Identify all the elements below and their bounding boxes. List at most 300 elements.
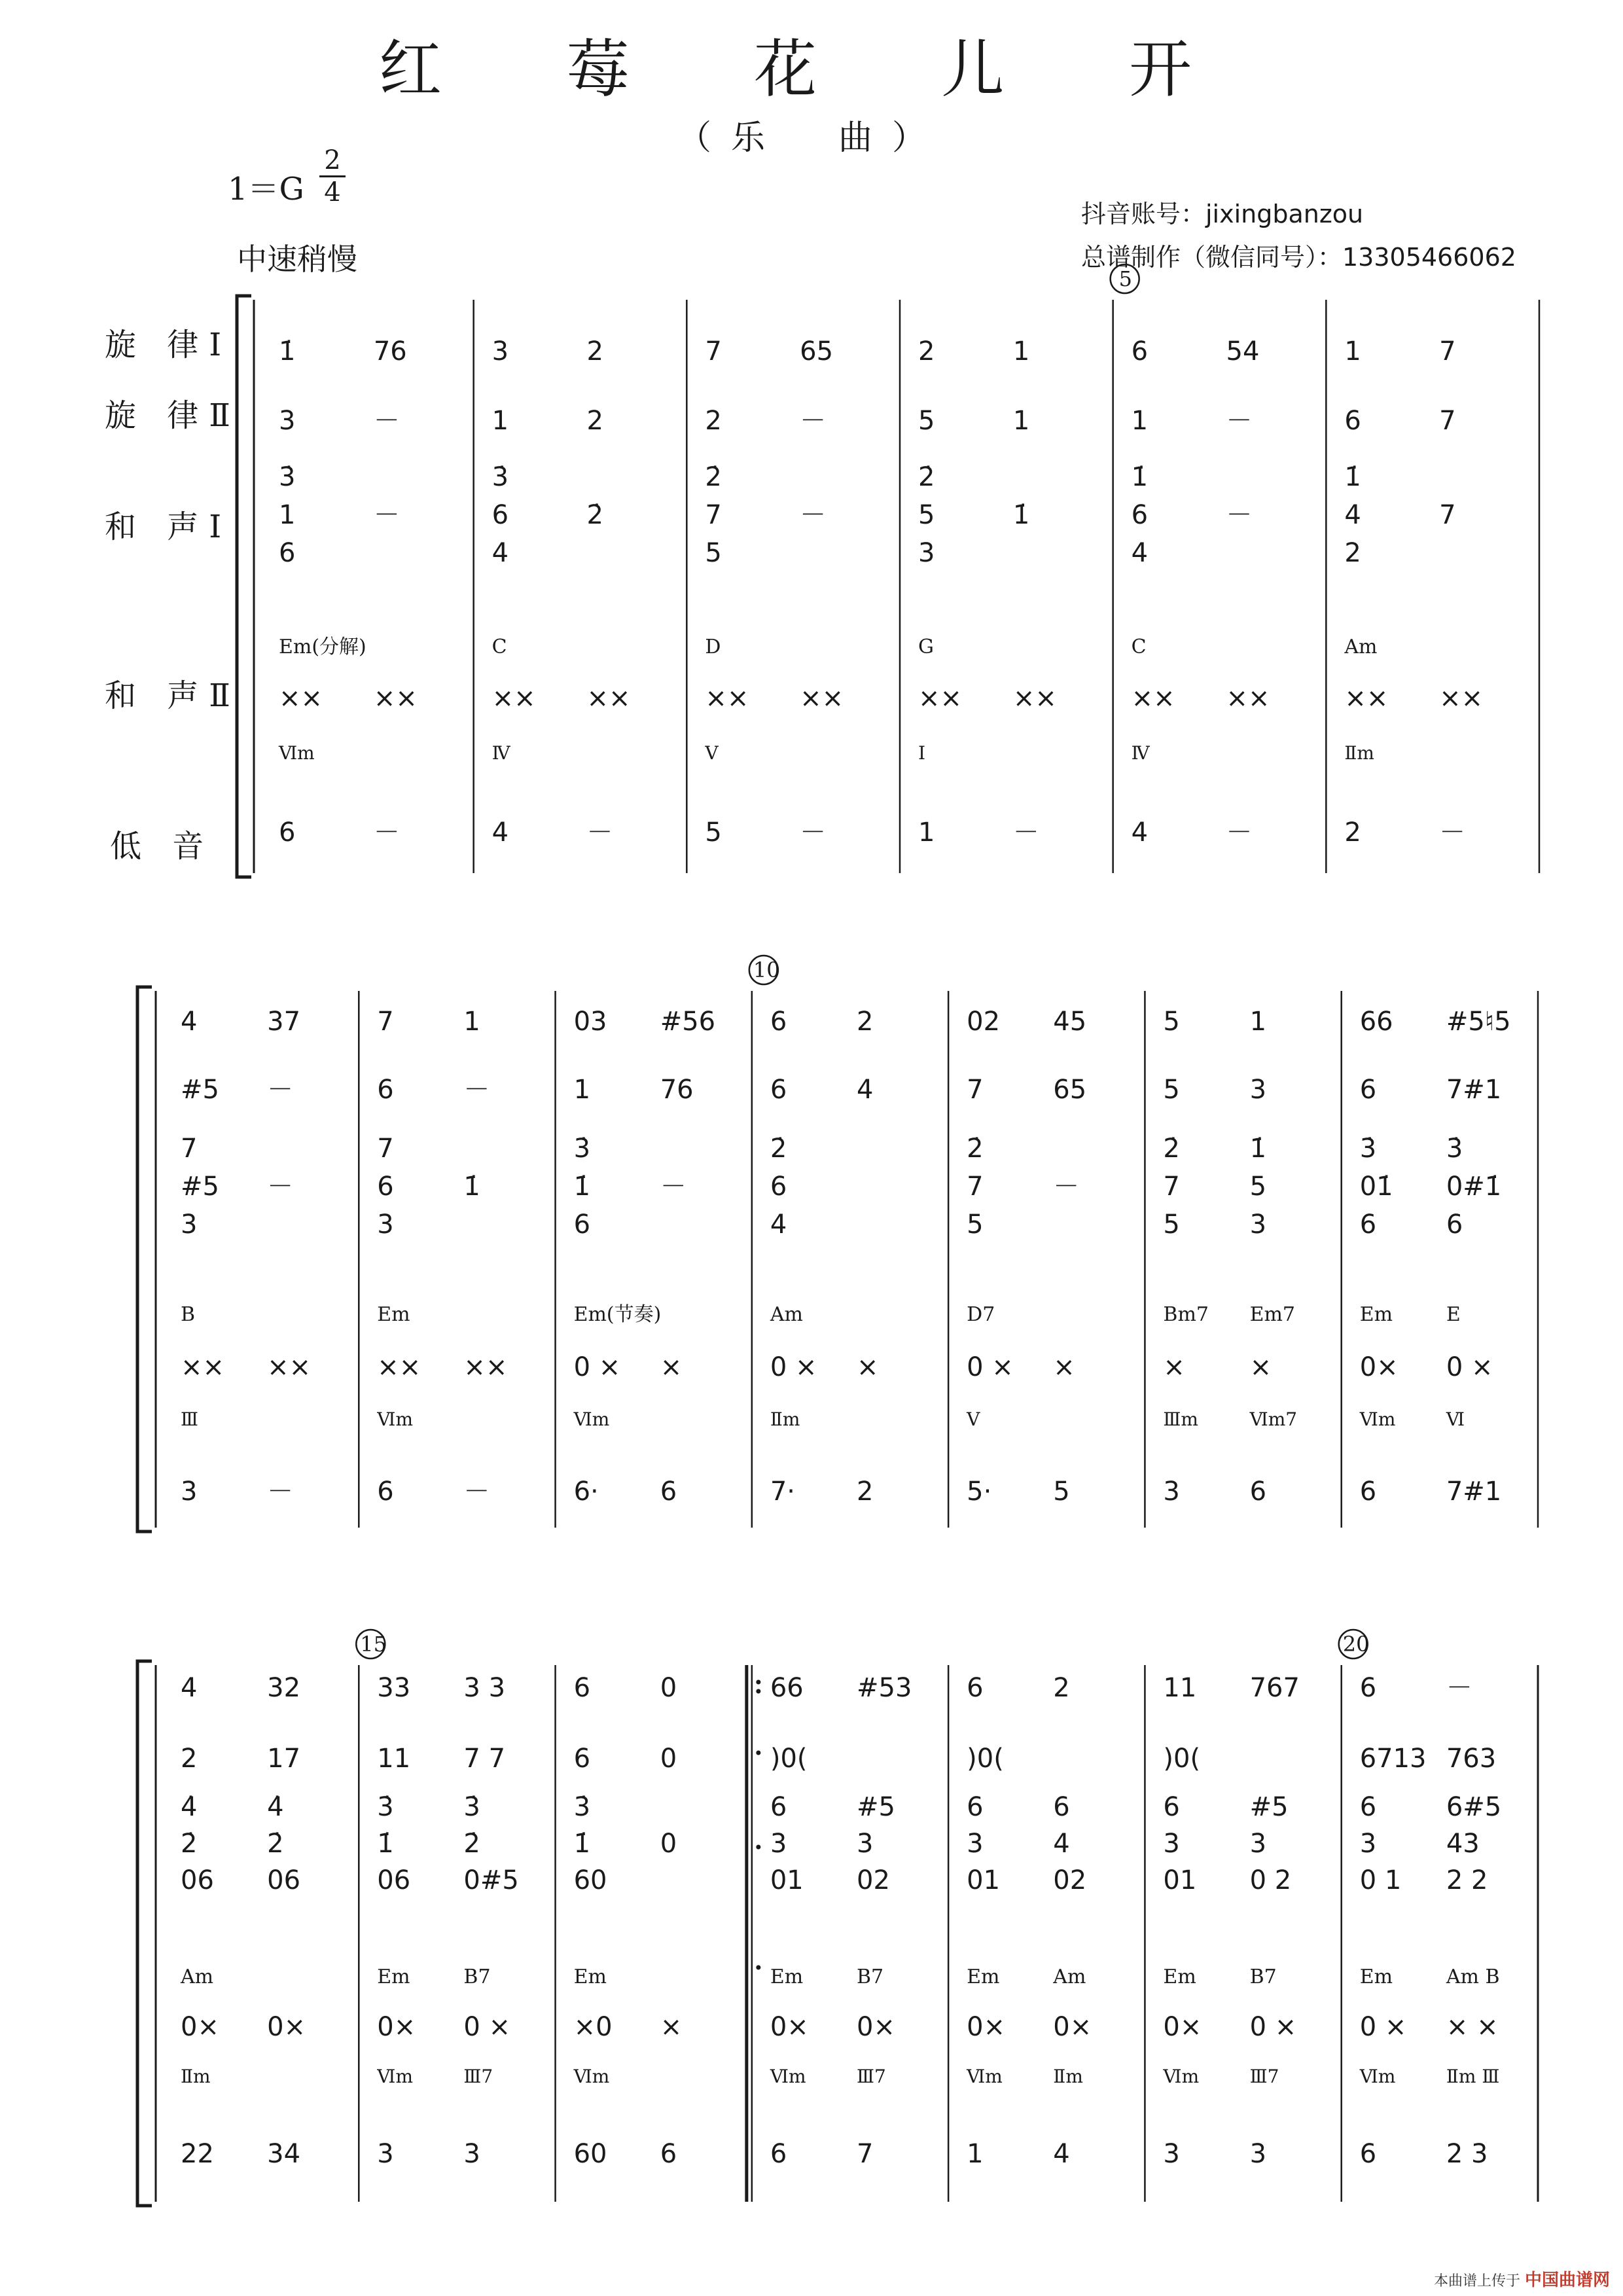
system-bracket xyxy=(137,1661,152,2206)
melody-2-note: 2 xyxy=(181,1744,198,1774)
chord-name: G xyxy=(918,636,934,658)
harmony-1-note: 1̇ xyxy=(1249,1134,1267,1164)
harmony-1-note: 2̇ xyxy=(770,1134,787,1164)
melody-1-note: 7 xyxy=(377,1007,394,1037)
melody-1-note: － xyxy=(1446,1673,1472,1703)
harmony-1-note: 2̇ xyxy=(267,1829,284,1859)
measure-number: 5 xyxy=(1118,266,1133,291)
melody-2-note: 763 xyxy=(1446,1744,1497,1774)
bass-note: 1 xyxy=(967,2139,984,2169)
harmony-1-note: 3 xyxy=(181,1210,198,1240)
harmony-2-pattern: × xyxy=(660,1352,683,1382)
bass-note: － xyxy=(267,1477,294,1507)
bass-note: 6 xyxy=(377,1477,394,1507)
harmony-1-note: 6 xyxy=(967,1792,984,1822)
measure-number: 10 xyxy=(753,958,780,982)
harmony-1-note: 1̇ xyxy=(1344,462,1361,492)
melody-1-note: 11 xyxy=(1163,1673,1197,1703)
melody-1-note: 32 xyxy=(267,1673,301,1703)
harmony-1-note: － xyxy=(1053,1172,1080,1202)
bass-note: 6· xyxy=(573,1477,599,1507)
harmony-1-note: 6 xyxy=(1446,1210,1463,1240)
roman-numeral: Ⅲ7 xyxy=(463,2066,493,2087)
harmony-1-note: 4̇ xyxy=(267,1792,284,1822)
harmony-1-note: 3 xyxy=(918,538,935,568)
chord-name: Em xyxy=(1359,1303,1393,1326)
bass-note: － xyxy=(1012,817,1039,848)
part-label-harmony-2: 和 声Ⅱ xyxy=(105,677,241,714)
melody-2-note: 6 xyxy=(573,1744,591,1774)
chord-name: Am B xyxy=(1446,1965,1500,1988)
bass-note: 5· xyxy=(967,1477,992,1507)
melody-1-note: #56 xyxy=(660,1007,716,1037)
chord-name: Em xyxy=(967,1965,1000,1988)
harmony-1-note: 2̇ xyxy=(705,462,722,492)
roman-numeral: Ⅱm Ⅲ xyxy=(1446,2066,1500,2087)
harmony-1-note: 2̇ xyxy=(967,1134,984,1164)
harmony-1-note: 7 xyxy=(377,1134,394,1164)
melody-1-note: 1 xyxy=(1249,1007,1267,1037)
harmony-1-note: 3 xyxy=(967,1829,984,1859)
time-signature-top: 2 xyxy=(319,145,346,177)
roman-numeral: Ⅱm xyxy=(770,1408,800,1430)
melody-2-note: 2 xyxy=(705,406,722,436)
harmony-1-note: 3̇ xyxy=(463,1792,480,1822)
bass-note: 4 xyxy=(1053,2139,1070,2169)
harmony-1-note: 1̇ xyxy=(1131,462,1149,492)
melody-1-note: 45 xyxy=(1053,1007,1087,1037)
measure-number: 20 xyxy=(1342,1632,1370,1657)
harmony-1-note: 6 xyxy=(377,1172,394,1202)
bass-note: 6 xyxy=(1249,1477,1267,1507)
melody-1-note: 767 xyxy=(1249,1673,1300,1703)
harmony-1-note: 4 xyxy=(491,538,509,568)
melody-2-note: 5 xyxy=(1163,1075,1180,1105)
chord-name: Em xyxy=(377,1965,410,1988)
harmony-1-note: 4 xyxy=(1131,538,1149,568)
melody-1-note: 2 xyxy=(918,336,935,367)
chord-name: B xyxy=(181,1303,196,1326)
melody-2-note: 65 xyxy=(1053,1075,1087,1105)
melody-1-note: 2 xyxy=(586,336,603,367)
bass-note: － xyxy=(586,817,613,848)
harmony-1-note: 2̇ xyxy=(586,500,603,530)
bass-note: 3 xyxy=(1249,2139,1267,2169)
harmony-1-note: 06 xyxy=(377,1865,411,1895)
bass-note: － xyxy=(1439,817,1466,848)
roman-numeral: Ⅲ xyxy=(181,1408,199,1430)
melody-2-note: )0( xyxy=(967,1744,1004,1774)
roman-numeral: Ⅵ xyxy=(1446,1408,1465,1430)
melody-1-note: 6 xyxy=(573,1673,591,1703)
harmony-2-pattern: 0 × xyxy=(967,1352,1014,1382)
system-bracket xyxy=(237,296,251,877)
chord-name: B7 xyxy=(857,1965,884,1988)
harmony-1-note: 7 xyxy=(705,500,722,530)
melody-2-note: 6 xyxy=(377,1075,394,1105)
roman-numeral: Ⅵm7 xyxy=(1249,1408,1298,1430)
melody-1-note: 5 xyxy=(1163,1007,1180,1037)
melody-2-note: 76 xyxy=(660,1075,694,1105)
harmony-1-note: － xyxy=(267,1172,294,1202)
harmony-2-pattern: ×× xyxy=(267,1352,312,1382)
roman-numeral: Ⅵm xyxy=(377,2066,414,2087)
harmony-1-note: #5 xyxy=(1249,1792,1289,1822)
melody-1-note: #5♮5 xyxy=(1446,1007,1511,1037)
harmony-2-pattern: × xyxy=(1249,1352,1272,1382)
chord-name: B7 xyxy=(463,1965,491,1988)
harmony-2-pattern: ×× xyxy=(377,1352,421,1382)
part-label-bass: 低 音 xyxy=(110,828,215,865)
chord-name: C xyxy=(1131,636,1147,658)
melody-1-note: 0 xyxy=(660,1673,677,1703)
chord-name: D7 xyxy=(967,1303,995,1326)
harmony-1-note: 5 xyxy=(1249,1172,1267,1202)
harmony-2-pattern: 0× xyxy=(1163,2012,1202,2042)
harmony-2-pattern: × xyxy=(1163,1352,1185,1382)
harmony-1-note: 3 xyxy=(1249,1210,1267,1240)
melody-1-note: 76 xyxy=(373,336,407,367)
harmony-2-pattern: 0 × xyxy=(1249,2012,1297,2042)
bass-note: 7· xyxy=(770,1477,796,1507)
melody-1-note: 2 xyxy=(857,1007,874,1037)
melody-2-note: 17 xyxy=(267,1744,301,1774)
melody-1-note: 33 xyxy=(377,1673,411,1703)
harmony-2-pattern: ×× xyxy=(463,1352,508,1382)
part-label-melody-2: 旋 律Ⅱ xyxy=(105,397,241,434)
bass-note: 4 xyxy=(1131,817,1149,848)
harmony-1-note: 3̇ xyxy=(279,462,296,492)
melody-1-note: 02 xyxy=(967,1007,1001,1037)
harmony-1-note: 6#5 xyxy=(1446,1792,1502,1822)
harmony-1-note: 2̇ xyxy=(463,1829,480,1859)
score-maker: 总谱制作（微信同号）：13305466062 xyxy=(1081,243,1516,272)
bass-note: 2 xyxy=(857,1477,874,1507)
repeat-dot xyxy=(756,1845,760,1850)
melody-2-note: 1 xyxy=(1131,406,1149,436)
harmony-1-note: 1 xyxy=(279,500,296,530)
harmony-1-note: 01 xyxy=(967,1865,1001,1895)
harmony-2-pattern: ×× xyxy=(1344,683,1389,713)
melody-1-note: 66 xyxy=(1359,1007,1393,1037)
harmony-1-note: － xyxy=(1226,500,1253,530)
roman-numeral: Ⅵm xyxy=(279,742,315,764)
chord-name: Em xyxy=(377,1303,410,1326)
harmony-1-note: 06 xyxy=(181,1865,214,1895)
part-label-harmony-1: 和 声Ⅰ xyxy=(105,509,232,545)
footer xyxy=(1434,2267,1610,2291)
harmony-2-pattern: 0× xyxy=(377,2012,416,2042)
roman-numeral: Ⅵm xyxy=(1359,1408,1396,1430)
tempo-marking: 中速稍慢 xyxy=(237,242,357,277)
harmony-1-note: 3 xyxy=(770,1829,787,1859)
score-title: 红 莓 花 儿 开 xyxy=(378,33,1245,106)
roman-numeral: Ⅱm xyxy=(181,2066,211,2087)
bass-note: － xyxy=(800,817,827,848)
harmony-2-pattern: 0× xyxy=(181,2012,219,2042)
harmony-2-pattern: ×× xyxy=(279,683,323,713)
melody-2-note: 5 xyxy=(918,406,935,436)
chord-name: Em xyxy=(573,1965,607,1988)
bass-note: 22 xyxy=(181,2139,214,2169)
melody-2-note: 6 xyxy=(1359,1075,1377,1105)
harmony-1-note: 2̇ xyxy=(1163,1134,1180,1164)
harmony-2-pattern: ×× xyxy=(705,683,749,713)
bass-note: 6 xyxy=(279,817,296,848)
melody-1-note: 6 xyxy=(967,1673,984,1703)
melody-2-note: 3 xyxy=(1249,1075,1267,1105)
harmony-2-pattern: × xyxy=(660,2012,683,2042)
harmony-2-pattern: 0 × xyxy=(1359,2012,1407,2042)
harmony-1-note: 5 xyxy=(918,500,935,530)
harmony-1-note: 1̇ xyxy=(1012,500,1030,530)
chord-name: Em7 xyxy=(1249,1303,1296,1326)
melody-1-note: 7 xyxy=(1439,336,1456,367)
melody-1-note: 1̇ xyxy=(279,336,296,367)
harmony-2-pattern: 0× xyxy=(770,2012,809,2042)
harmony-2-pattern: ×× xyxy=(800,683,844,713)
harmony-1-note: 6 xyxy=(1359,1792,1377,1822)
harmony-1-note: #5 xyxy=(181,1172,219,1202)
melody-2-note: )0( xyxy=(1163,1744,1201,1774)
melody-1-note: 4 xyxy=(181,1673,198,1703)
roman-numeral: Ⅲ7 xyxy=(857,2066,886,2087)
harmony-2-pattern: ×× xyxy=(1131,683,1175,713)
harmony-1-note: 6 xyxy=(1131,500,1149,530)
melody-1-note: 4 xyxy=(181,1007,198,1037)
melody-1-note: 37 xyxy=(267,1007,301,1037)
chord-name: Bm7 xyxy=(1163,1303,1209,1326)
melody-2-note: 7 xyxy=(1439,406,1456,436)
melody-1-note: 54 xyxy=(1226,336,1260,367)
harmony-1-note: 7 xyxy=(1163,1172,1180,1202)
melody-2-note: 1 xyxy=(491,406,509,436)
bass-note: 6 xyxy=(660,1477,677,1507)
bass-note: 5 xyxy=(1053,1477,1070,1507)
harmony-1-note: 3̇ xyxy=(1446,1134,1463,1164)
melody-1-note: 1 xyxy=(1344,336,1361,367)
bass-note: 6 xyxy=(770,2139,787,2169)
harmony-1-note: 6 xyxy=(491,500,509,530)
melody-2-note: 6713 xyxy=(1359,1744,1427,1774)
harmony-1-note: 0#1̇ xyxy=(1446,1172,1502,1202)
bass-note: － xyxy=(373,817,400,848)
roman-numeral: Ⅰ xyxy=(918,742,926,764)
harmony-1-note: 01 xyxy=(770,1865,804,1895)
harmony-1-note: 01 xyxy=(1163,1865,1197,1895)
chord-name: Am xyxy=(1053,1965,1086,1988)
bass-note: － xyxy=(1226,817,1253,848)
bass-note: 3 xyxy=(1163,2139,1180,2169)
douyin-account: 抖音账号：jixingbanzou xyxy=(1081,200,1364,228)
harmony-1-note: 6 xyxy=(1359,1210,1377,1240)
melody-1-note: 1 xyxy=(1012,336,1030,367)
harmony-1-note: 3 xyxy=(1359,1829,1377,1859)
chord-name: D xyxy=(705,636,721,658)
harmony-1-note: 1̇ xyxy=(573,1172,591,1202)
melody-1-note: 1 xyxy=(463,1007,480,1037)
harmony-1-note: 2̇ xyxy=(181,1829,198,1859)
bass-note: 34 xyxy=(267,2139,301,2169)
melody-2-note: － xyxy=(1226,406,1253,436)
harmony-1-note: 6 xyxy=(1163,1792,1180,1822)
melody-1-note: 3 xyxy=(491,336,509,367)
chord-name: Am xyxy=(1344,636,1378,658)
melody-2-note: 6 xyxy=(770,1075,787,1105)
harmony-1-note: 4 xyxy=(1344,500,1361,530)
harmony-1-note: 2̇ xyxy=(918,462,935,492)
harmony-1-note: 6 xyxy=(279,538,296,568)
bass-note: 60 xyxy=(573,2139,607,2169)
melody-1-note: 66 xyxy=(770,1673,804,1703)
harmony-1-note: 0 2 xyxy=(1249,1865,1292,1895)
melody-2-note: 7 7 xyxy=(463,1744,506,1774)
harmony-1-note: 3̇ xyxy=(1359,1134,1377,1164)
melody-2-note: )0( xyxy=(770,1744,808,1774)
chord-name: Am xyxy=(770,1303,803,1326)
roman-numeral: Ⅴ xyxy=(705,742,719,764)
harmony-1-note: 4̇ xyxy=(181,1792,198,1822)
roman-numeral: Ⅲ7 xyxy=(1249,2066,1279,2087)
roman-numeral: Ⅱm xyxy=(1053,2066,1083,2087)
roman-numeral: Ⅳ xyxy=(491,742,510,764)
bass-note: 6 xyxy=(1359,2139,1377,2169)
harmony-2-pattern: ×× xyxy=(918,683,963,713)
roman-numeral: Ⅵm xyxy=(1163,2066,1200,2087)
bass-note: 7 xyxy=(857,2139,874,2169)
harmony-2-pattern: 0× xyxy=(857,2012,895,2042)
melody-2-note: 7#1 xyxy=(1446,1075,1502,1105)
melody-1-note: #53 xyxy=(857,1673,912,1703)
harmony-1-note: 6 xyxy=(770,1792,787,1822)
score-subtitle: （乐 曲） xyxy=(677,118,946,158)
harmony-2-pattern: 0× xyxy=(1053,2012,1092,2042)
melody-1-note: 6 xyxy=(770,1007,787,1037)
melody-2-note: 0 xyxy=(660,1744,677,1774)
chord-name: Em(节奏) xyxy=(573,1303,662,1326)
bass-note: 5 xyxy=(705,817,722,848)
bass-note: 3 xyxy=(463,2139,480,2169)
melody-2-note: － xyxy=(267,1075,294,1105)
melody-1-note: 6 xyxy=(1131,336,1149,367)
harmony-2-pattern: 0 × xyxy=(573,1352,621,1382)
melody-2-note: 7 xyxy=(967,1075,984,1105)
repeat-dot xyxy=(756,1965,760,1970)
harmony-1-note: 60 xyxy=(573,1865,607,1895)
harmony-1-note: 43 xyxy=(1446,1829,1480,1859)
melody-1-note: 2 xyxy=(1053,1673,1070,1703)
bass-note: 4 xyxy=(491,817,509,848)
chord-name: Em xyxy=(1163,1965,1196,1988)
melody-2-note: 6 xyxy=(1344,406,1361,436)
harmony-1-note: 4 xyxy=(770,1210,787,1240)
harmony-1-note: 3 xyxy=(1249,1829,1267,1859)
harmony-1-note: 7 xyxy=(1439,500,1456,530)
harmony-1-note: 3̇ xyxy=(573,1792,591,1822)
roman-numeral: Ⅵm xyxy=(1359,2066,1396,2087)
harmony-1-note: 5 xyxy=(967,1210,984,1240)
harmony-1-note: 3̇ xyxy=(377,1792,394,1822)
melody-2-note: － xyxy=(800,406,827,436)
harmony-2-pattern: × xyxy=(1053,1352,1075,1382)
system-bracket xyxy=(137,987,152,1532)
roman-numeral: Ⅵm xyxy=(377,1408,414,1430)
repeat-dot xyxy=(756,1751,760,1755)
harmony-1-note: 6 xyxy=(573,1210,591,1240)
harmony-1-note: 7 xyxy=(967,1172,984,1202)
melody-1-note: 3 3 xyxy=(463,1673,506,1703)
melody-2-note: 3 xyxy=(279,406,296,436)
bass-note: 6 xyxy=(660,2139,677,2169)
harmony-1-note: 7 xyxy=(181,1134,198,1164)
harmony-1-note: － xyxy=(373,500,400,530)
melody-1-note: 65 xyxy=(800,336,834,367)
harmony-1-note: 1̇ xyxy=(573,1829,591,1859)
part-label-melody-1: 旋 律Ⅰ xyxy=(105,327,232,363)
harmony-1-note: 02 xyxy=(1053,1865,1087,1895)
chord-name: Em xyxy=(770,1965,804,1988)
harmony-1-note: 0#5 xyxy=(463,1865,519,1895)
bass-note: 3 xyxy=(1163,1477,1180,1507)
melody-2-note: － xyxy=(373,406,400,436)
harmony-2-pattern: ×0 xyxy=(573,2012,613,2042)
harmony-1-note: 5 xyxy=(1163,1210,1180,1240)
harmony-1-note: 4 xyxy=(1053,1829,1070,1859)
harmony-1-note: 02 xyxy=(857,1865,890,1895)
harmony-2-pattern: ×× xyxy=(373,683,418,713)
melody-1-note: 6 xyxy=(1359,1673,1377,1703)
melody-2-note: 1 xyxy=(573,1075,591,1105)
harmony-2-pattern: 0 × xyxy=(770,1352,817,1382)
roman-numeral: Ⅵm xyxy=(770,2066,806,2087)
harmony-2-pattern: 0× xyxy=(267,2012,306,2042)
roman-numeral: Ⅵm xyxy=(573,1408,610,1430)
harmony-1-note: 2 xyxy=(1344,538,1361,568)
harmony-2-pattern: × × xyxy=(1446,2012,1499,2042)
roman-numeral: Ⅵm xyxy=(573,2066,610,2087)
chord-name: E xyxy=(1446,1303,1461,1326)
bass-note: 2 3 xyxy=(1446,2139,1488,2169)
harmony-2-pattern: ×× xyxy=(1012,683,1057,713)
melody-2-note: 4 xyxy=(857,1075,874,1105)
bass-note: 3 xyxy=(377,2139,394,2169)
harmony-2-pattern: 0× xyxy=(1359,1352,1399,1382)
roman-numeral: Ⅱm xyxy=(1344,742,1374,764)
chord-name: B7 xyxy=(1249,1965,1277,1988)
harmony-1-note: 5 xyxy=(705,538,722,568)
bass-note: 3 xyxy=(181,1477,198,1507)
harmony-1-note: 0 xyxy=(660,1829,677,1859)
repeat-dot xyxy=(756,1689,760,1694)
melody-2-note: 2 xyxy=(586,406,603,436)
melody-2-note: － xyxy=(463,1075,490,1105)
bass-note: － xyxy=(463,1477,490,1507)
harmony-1-note: 3̇ xyxy=(573,1134,591,1164)
harmony-2-pattern: 0× xyxy=(967,2012,1006,2042)
harmony-1-note: － xyxy=(660,1172,687,1202)
roman-numeral: Ⅵm xyxy=(967,2066,1003,2087)
bass-note: 6 xyxy=(1359,1477,1377,1507)
roman-numeral: Ⅴ xyxy=(967,1408,980,1430)
harmony-2-pattern: ×× xyxy=(181,1352,225,1382)
roman-numeral: Ⅳ xyxy=(1131,742,1150,764)
repeat-dot xyxy=(756,1680,760,1685)
time-signature-bottom: 4 xyxy=(324,177,341,207)
harmony-2-pattern: ×× xyxy=(1226,683,1270,713)
harmony-1-note: 3 xyxy=(1163,1829,1180,1859)
harmony-1-note: 0 1 xyxy=(1359,1865,1402,1895)
harmony-1-note: 3̇ xyxy=(491,462,509,492)
